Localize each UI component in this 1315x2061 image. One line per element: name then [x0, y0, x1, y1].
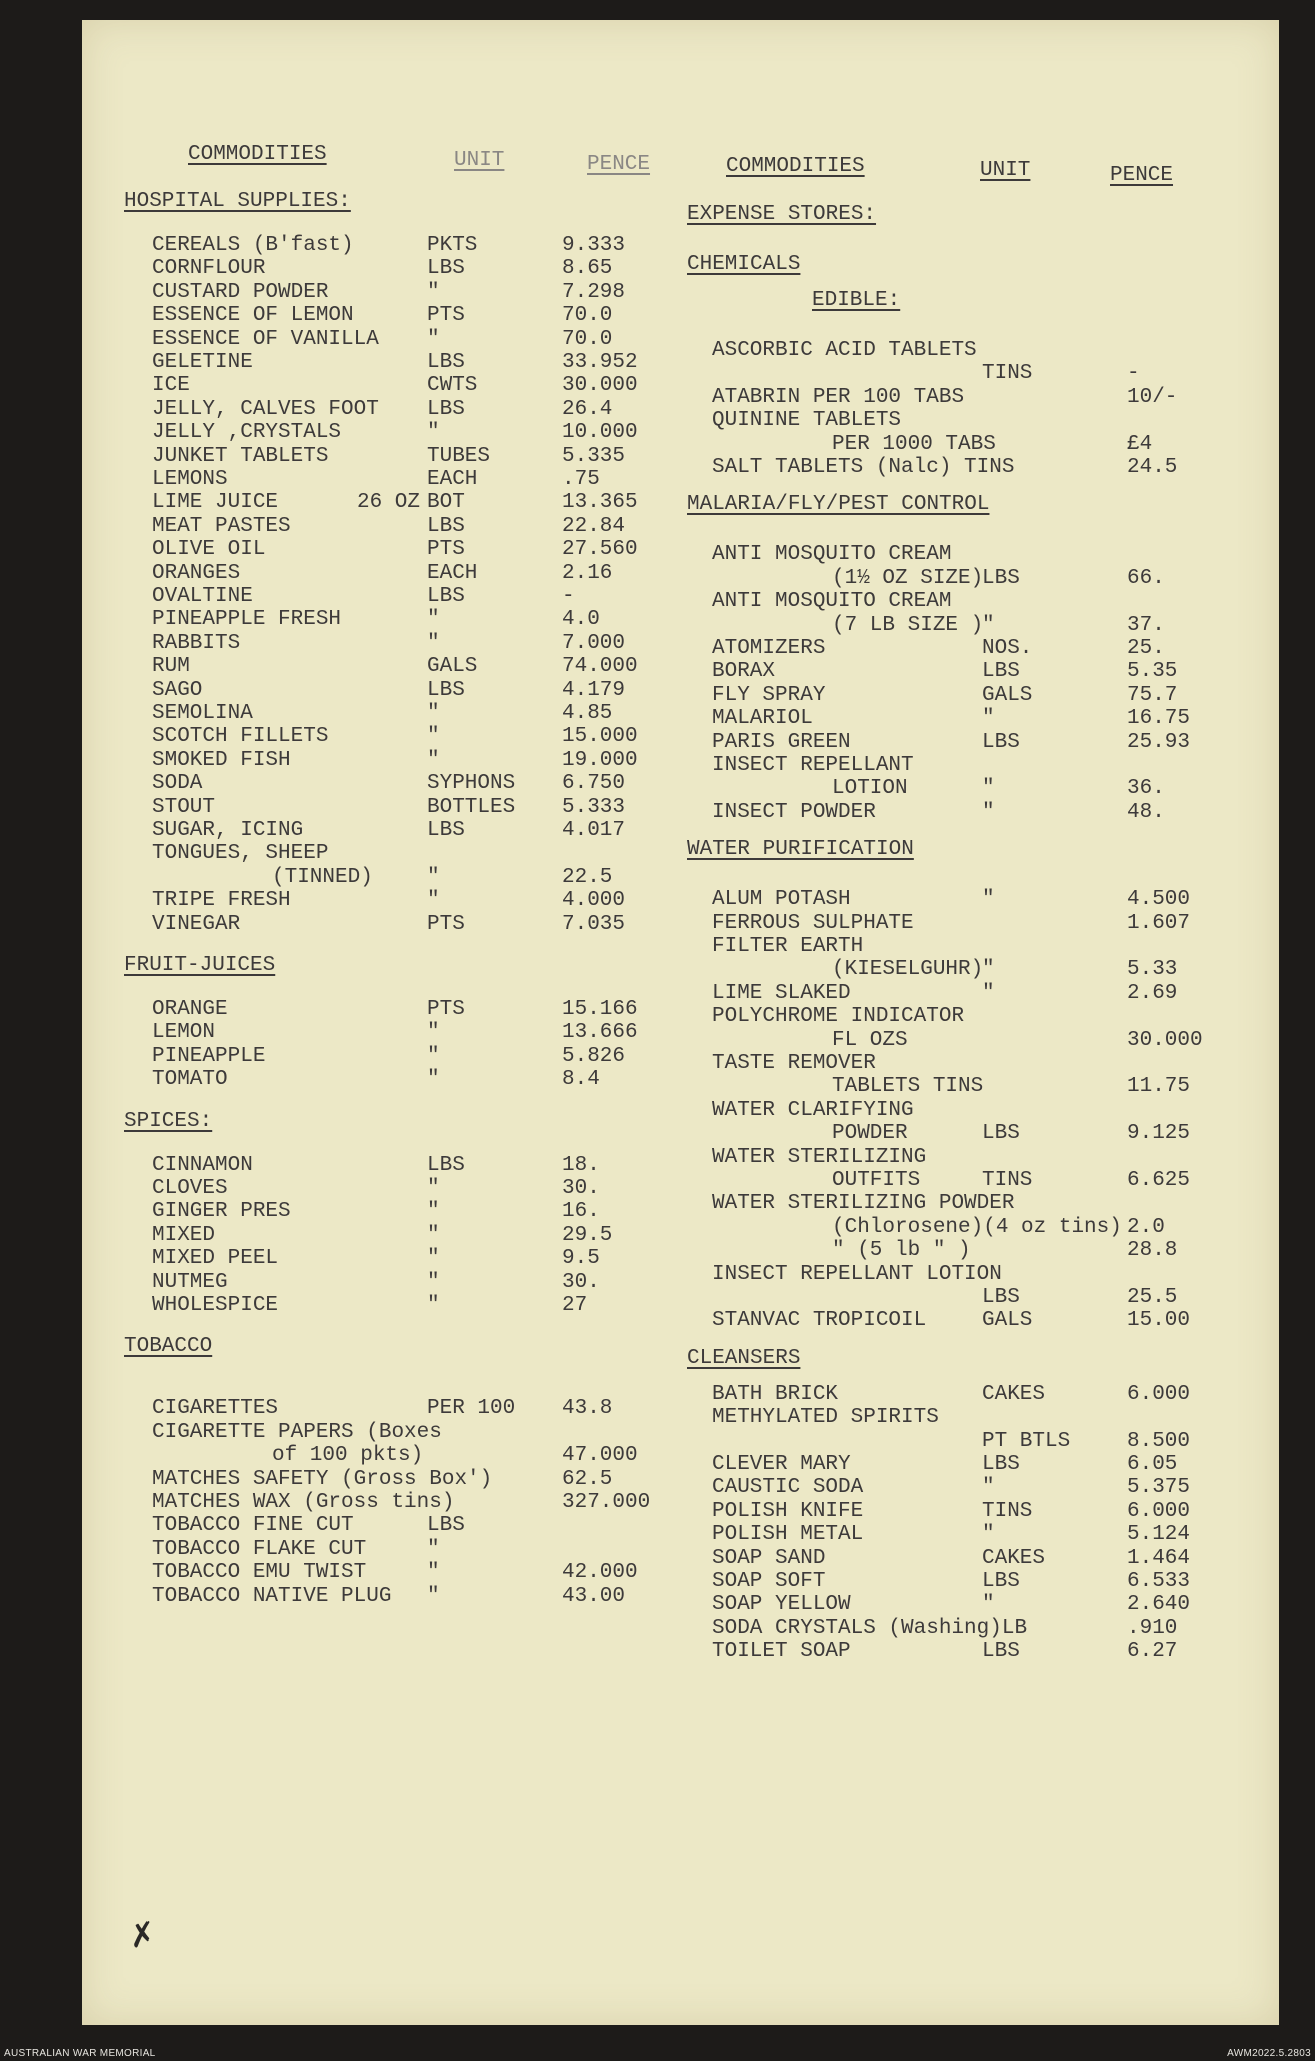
commodity-price-pence: 5.826 — [562, 1044, 626, 1068]
commodity-name: RUM — [152, 655, 190, 679]
commodity-unit: " — [982, 958, 995, 982]
commodity-price-pence: 42.000 — [562, 1561, 638, 1585]
commodity-name: LIME JUICE — [152, 491, 279, 515]
commodity-unit: " — [427, 1537, 440, 1561]
commodity-name: GELETINE — [152, 351, 253, 374]
commodity-unit: CAKES — [982, 1382, 1046, 1406]
section-heading: CHEMICALS — [687, 253, 801, 276]
commodity-name: FILTER EARTH — [712, 935, 864, 958]
commodity-unit: LBS — [982, 566, 1020, 590]
commodity-price-pence: - — [562, 585, 575, 608]
commodity-name: INSECT REPELLANT LOTION — [712, 1262, 1002, 1286]
commodity-unit: GALS — [982, 683, 1033, 707]
commodity-price-pence: 6.625 — [1127, 1169, 1191, 1192]
commodity-name: WHOLESPICE — [152, 1294, 279, 1317]
commodity-name: SODA — [152, 772, 203, 796]
commodity-name: SUGAR, ICING — [152, 819, 304, 842]
commodity-unit: " — [427, 1177, 440, 1200]
commodity-unit: LBS — [427, 678, 465, 702]
commodity-price-pence: 5.35 — [1127, 660, 1178, 684]
section-heading: EDIBLE: — [812, 289, 901, 312]
commodity-name: CAUSTIC SODA — [712, 1476, 864, 1500]
commodity-unit: GALS — [427, 655, 478, 679]
commodity-price-pence: 8.500 — [1127, 1429, 1191, 1453]
commodity-unit: EACH — [427, 468, 478, 491]
commodity-price-pence: 16.75 — [1127, 707, 1191, 731]
commodity-price-pence: 30. — [562, 1177, 600, 1200]
header-unit-right: UNIT — [980, 159, 1031, 182]
commodity-price-pence: 7.035 — [562, 912, 626, 936]
commodity-price-pence: 2.0 — [1127, 1215, 1165, 1239]
commodity-unit: " — [427, 1200, 440, 1224]
commodity-price-pence: 327.000 — [562, 1491, 651, 1514]
commodity-name: QUININE TABLETS — [712, 409, 902, 433]
commodity-unit: BOTTLES — [427, 795, 516, 819]
commodity-unit: " — [427, 608, 440, 632]
commodity-name: ATOMIZERS — [712, 637, 826, 660]
commodity-price-pence: 13.666 — [562, 1021, 638, 1045]
commodity-price-pence: 1.607 — [1127, 911, 1191, 935]
commodity-name: TOBACCO FLAKE CUT — [152, 1537, 367, 1561]
commodity-price-pence: 5.335 — [562, 444, 626, 468]
commodity-price-pence: 10.000 — [562, 421, 638, 445]
commodity-unit: TINS — [982, 362, 1033, 386]
commodity-name: PINEAPPLE FRESH — [152, 608, 342, 632]
commodity-price-pence: 13.365 — [562, 491, 638, 515]
commodity-unit: " — [427, 1247, 440, 1271]
commodity-unit: " — [982, 1593, 995, 1617]
commodity-unit: " — [427, 889, 440, 913]
commodity-name: SALT TABLETS (Nalc) TINS — [712, 456, 1015, 479]
commodity-price-pence: 27 — [562, 1294, 588, 1317]
commodity-price-pence: 36. — [1127, 777, 1165, 801]
commodity-name: TRIPE FRESH — [152, 889, 291, 913]
commodity-unit: " — [427, 1584, 440, 1608]
commodity-unit: BOT — [427, 491, 465, 515]
handwritten-mark: ✗ — [126, 1912, 159, 1961]
commodity-price-pence: 4.017 — [562, 819, 626, 842]
commodity-name: SOAP SOFT — [712, 1570, 826, 1593]
commodity-price-pence: 47.000 — [562, 1444, 638, 1468]
header-commodities-left: COMMODITIES — [188, 143, 327, 166]
commodity-name: CIGARETTE PAPERS (Boxes — [152, 1420, 442, 1444]
section-heading: EXPENSE STORES: — [687, 203, 877, 226]
commodity-name: JELLY, CALVES FOOT — [152, 397, 379, 421]
commodity-name: TOILET SOAP — [712, 1640, 851, 1664]
commodity-name: CIGARETTES — [152, 1397, 279, 1421]
commodity-price-pence: 6.750 — [562, 772, 626, 796]
commodity-unit: CWTS — [427, 374, 478, 398]
commodity-unit: " — [427, 280, 440, 304]
commodity-price-pence: 7.298 — [562, 280, 626, 304]
commodity-name: SCOTCH FILLETS — [152, 725, 329, 749]
commodity-unit: " — [427, 1044, 440, 1068]
commodity-unit: " — [427, 1068, 440, 1092]
commodity-name: SODA CRYSTALS (Washing)LB — [712, 1616, 1028, 1640]
commodity-unit: " — [982, 888, 995, 912]
commodity-price-pence: 6.000 — [1127, 1382, 1191, 1406]
commodity-unit: " — [982, 800, 995, 824]
commodity-unit: PER 100 — [427, 1397, 516, 1421]
commodity-price-pence: 30. — [562, 1270, 600, 1294]
commodity-name: JELLY ,CRYSTALS — [152, 421, 342, 445]
commodity-name: (TINNED) — [272, 865, 373, 889]
commodity-unit: PTS — [427, 538, 465, 562]
commodity-unit: LBS — [427, 819, 465, 842]
commodity-name: MEAT PASTES — [152, 514, 291, 538]
header-unit-left: UNIT — [454, 149, 505, 172]
commodity-name: CEREALS (B'fast) — [152, 234, 354, 257]
commodity-unit: CAKES — [982, 1546, 1046, 1570]
commodity-price-pence: 29.5 — [562, 1223, 613, 1247]
commodity-price-pence: 8.4 — [562, 1068, 600, 1092]
header-pence-left: PENCE — [587, 153, 651, 176]
commodity-price-pence: 19.000 — [562, 748, 638, 772]
commodity-name: OVALTINE — [152, 585, 253, 608]
commodity-price-pence: 15.00 — [1127, 1309, 1191, 1333]
commodity-price-pence: 2.16 — [562, 561, 613, 585]
commodity-unit: " — [982, 777, 995, 801]
commodity-name: METHYLATED SPIRITS — [712, 1406, 939, 1430]
commodity-price-pence: .910 — [1127, 1616, 1178, 1640]
commodity-unit: " — [427, 702, 440, 725]
commodity-unit: LBS — [427, 351, 465, 374]
header-commodities-right: COMMODITIES — [726, 155, 865, 178]
commodity-name: VINEGAR — [152, 912, 241, 936]
commodity-unit: LBS — [982, 1570, 1020, 1593]
commodity-price-pence: 25.93 — [1127, 730, 1191, 754]
commodity-unit: LBS — [427, 1153, 465, 1177]
commodity-unit: " — [427, 865, 440, 889]
commodity-unit: " — [427, 421, 440, 445]
commodity-unit: PT BTLS — [982, 1429, 1071, 1453]
commodity-unit: LBS — [982, 1640, 1020, 1664]
commodity-name: (7 LB SIZE ) — [832, 613, 984, 637]
commodity-price-pence: .75 — [562, 468, 600, 491]
commodity-name: NUTMEG — [152, 1270, 228, 1294]
commodity-unit: LBS — [982, 730, 1020, 754]
commodity-name: GINGER PRES — [152, 1200, 291, 1224]
section-heading: FRUIT-JUICES — [124, 954, 276, 977]
commodity-name: LOTION — [832, 777, 908, 801]
commodity-name: SAGO — [152, 678, 203, 702]
commodity-unit: PKTS — [427, 234, 478, 257]
commodity-name: TOBACCO NATIVE PLUG — [152, 1584, 392, 1608]
commodity-price-pence: 33.952 — [562, 351, 638, 374]
commodity-name: PER 1000 TABS — [832, 432, 996, 456]
commodity-unit: LBS — [427, 585, 465, 608]
commodity-price-pence: 9.333 — [562, 234, 626, 257]
commodity-price-pence: 43.8 — [562, 1397, 613, 1421]
commodity-name: STANVAC TROPICOIL — [712, 1309, 927, 1333]
commodity-price-pence: 5.124 — [1127, 1523, 1191, 1547]
commodity-name: CLEVER MARY — [712, 1453, 851, 1476]
commodity-unit: LBS — [982, 1286, 1020, 1309]
commodity-name: MIXED — [152, 1223, 216, 1247]
commodity-name: FL OZS — [832, 1028, 908, 1052]
commodity-price-pence: 7.000 — [562, 631, 626, 655]
commodity-unit: TINS — [982, 1169, 1033, 1192]
commodity-name: ESSENCE OF VANILLA — [152, 327, 379, 351]
commodity-price-pence: 22.5 — [562, 865, 613, 889]
commodity-unit: LBS — [982, 1122, 1020, 1146]
commodity-unit: " — [427, 725, 440, 749]
commodity-unit: " — [427, 748, 440, 772]
commodity-price-pence: 6.000 — [1127, 1499, 1191, 1523]
commodity-price-pence: 25.5 — [1127, 1286, 1178, 1309]
commodity-unit: LBS — [427, 1514, 465, 1538]
commodity-price-pence: 37. — [1127, 613, 1165, 637]
commodity-name: (1½ OZ SIZE) — [832, 566, 984, 590]
commodity-name: SOAP SAND — [712, 1546, 826, 1570]
commodity-name: CORNFLOUR — [152, 257, 266, 281]
commodity-name: BATH BRICK — [712, 1382, 839, 1406]
commodity-price-pence: 70.0 — [562, 304, 613, 328]
commodity-unit: " — [427, 1561, 440, 1585]
commodity-price-pence: 4.179 — [562, 678, 626, 702]
commodity-name: INSECT POWDER — [712, 800, 876, 824]
commodity-price-pence: 15.000 — [562, 725, 638, 749]
commodity-unit: " — [982, 613, 995, 637]
commodity-name: LEMON — [152, 1021, 216, 1045]
commodity-name: MALARIOL — [712, 707, 813, 731]
commodity-price-pence: 62.5 — [562, 1467, 613, 1491]
commodity-unit: PTS — [427, 912, 465, 936]
section-heading: MALARIA/FLY/PEST CONTROL — [687, 493, 990, 517]
commodity-price-pence: 6.05 — [1127, 1453, 1178, 1476]
commodity-unit: TINS — [982, 1499, 1033, 1523]
commodity-name: MIXED PEEL — [152, 1247, 279, 1271]
commodity-name: (KIESELGUHR) — [832, 958, 984, 982]
section-heading: HOSPITAL SUPPLIES: — [124, 190, 351, 213]
footer-accession-number: AWM2022.5.2803 — [1227, 2048, 1311, 2059]
commodity-price-pence: 4.85 — [562, 702, 613, 725]
commodity-name: ICE — [152, 374, 190, 398]
commodity-name: CLOVES — [152, 1177, 228, 1200]
section-heading: SPICES: — [124, 1109, 213, 1133]
commodity-unit: PTS — [427, 304, 465, 328]
commodity-price-pence: 5.33 — [1127, 958, 1178, 982]
commodity-price-pence: 11.75 — [1127, 1075, 1191, 1099]
section-heading: WATER PURIFICATION — [687, 838, 914, 862]
commodity-name: PINEAPPLE — [152, 1044, 266, 1068]
commodity-name: TASTE REMOVER — [712, 1052, 876, 1075]
commodity-price-pence: 4.500 — [1127, 888, 1191, 912]
commodity-price-pence: 15.166 — [562, 998, 638, 1021]
commodity-name: SMOKED FISH — [152, 748, 291, 772]
commodity-name: SEMOLINA — [152, 702, 253, 725]
commodity-price-pence: 9.5 — [562, 1247, 600, 1271]
commodity-unit: " — [982, 707, 995, 731]
commodity-name: ATABRIN PER 100 TABS — [712, 385, 965, 409]
commodity-price-pence: 16. — [562, 1200, 600, 1224]
commodity-name: FERROUS SULPHATE — [712, 911, 914, 935]
commodity-unit: " — [427, 1021, 440, 1045]
commodity-price-pence: 27.560 — [562, 538, 638, 562]
commodity-name: TOBACCO EMU TWIST — [152, 1561, 367, 1585]
commodity-price-pence: 66. — [1127, 566, 1165, 590]
commodity-name: ASCORBIC ACID TABLETS — [712, 339, 977, 362]
section-heading: TOBACCO — [124, 1335, 213, 1359]
commodity-price-pence: 25. — [1127, 637, 1165, 660]
commodity-unit: " — [982, 1523, 995, 1547]
commodity-name: LEMONS — [152, 468, 228, 491]
section-heading: CLEANSERS — [687, 1346, 801, 1370]
commodity-name: TOMATO — [152, 1068, 228, 1092]
commodity-price-pence: 22.84 — [562, 514, 626, 538]
commodity-name: (Chlorosene)(4 oz tins) — [832, 1215, 1122, 1239]
commodity-price-pence: 9.125 — [1127, 1122, 1191, 1146]
commodity-name: STOUT — [152, 795, 216, 819]
commodity-price-pence: 26.4 — [562, 397, 613, 421]
commodity-name: ORANGES — [152, 561, 241, 585]
commodity-name: PARIS GREEN — [712, 730, 851, 754]
commodity-price-pence: 30.000 — [1127, 1028, 1203, 1052]
commodity-unit: " — [427, 631, 440, 655]
commodity-price-pence: - — [1127, 362, 1140, 386]
commodity-name: CUSTARD POWDER — [152, 280, 329, 304]
commodity-price-pence: 6.533 — [1127, 1570, 1191, 1593]
commodity-name: ANTI MOSQUITO CREAM — [712, 543, 952, 567]
commodity-price-pence: 18. — [562, 1153, 600, 1177]
commodity-unit: " — [427, 1270, 440, 1294]
commodity-price-pence: 8.65 — [562, 257, 613, 281]
commodity-name: FLY SPRAY — [712, 683, 826, 707]
commodity-name: POLISH KNIFE — [712, 1499, 864, 1523]
typed-document-sheet — [82, 20, 1279, 2025]
commodity-price-pence: 28.8 — [1127, 1239, 1178, 1263]
commodity-unit: " — [427, 1223, 440, 1247]
commodity-unit: LBS — [982, 660, 1020, 684]
commodity-name: CINNAMON — [152, 1153, 253, 1177]
footer-institution: AUSTRALIAN WAR MEMORIAL — [4, 2048, 156, 2059]
commodity-unit: " — [982, 1476, 995, 1500]
commodity-unit: " — [427, 327, 440, 351]
commodity-price-pence: 4.0 — [562, 608, 600, 632]
commodity-size: 26 OZ — [357, 491, 421, 515]
commodity-unit: " — [427, 1294, 440, 1317]
commodity-name: WATER STERILIZING POWDER — [712, 1192, 1015, 1216]
commodity-name: POLISH METAL — [712, 1523, 864, 1547]
commodity-price-pence: 5.375 — [1127, 1476, 1191, 1500]
commodity-name: BORAX — [712, 660, 776, 684]
commodity-price-pence: 30.000 — [562, 374, 638, 398]
commodity-name: TONGUES, SHEEP — [152, 842, 329, 866]
commodity-price-pence: 75.7 — [1127, 683, 1178, 707]
commodity-name: ORANGE — [152, 998, 228, 1021]
commodity-price-pence: 2.640 — [1127, 1593, 1191, 1617]
commodity-name: POWDER — [832, 1122, 908, 1146]
header-pence-right: PENCE — [1110, 164, 1174, 187]
commodity-name: OUTFITS — [832, 1169, 921, 1192]
commodity-unit: TUBES — [427, 444, 491, 468]
commodity-price-pence: 70.0 — [562, 327, 613, 351]
commodity-name: TABLETS TINS — [832, 1075, 984, 1099]
commodity-name: of 100 pkts) — [272, 1444, 424, 1468]
commodity-unit: NOS. — [982, 637, 1033, 660]
commodity-unit: LBS — [427, 257, 465, 281]
commodity-unit: GALS — [982, 1309, 1033, 1333]
commodity-price-pence: 48. — [1127, 800, 1165, 824]
commodity-name: SOAP YELLOW — [712, 1593, 851, 1617]
commodity-unit: LBS — [427, 514, 465, 538]
commodity-price-pence: 6.27 — [1127, 1640, 1178, 1664]
commodity-unit: LBS — [982, 1453, 1020, 1476]
commodity-unit: LBS — [427, 397, 465, 421]
commodity-name: OLIVE OIL — [152, 538, 266, 562]
commodity-price-pence: 43.00 — [562, 1584, 626, 1608]
commodity-name: MATCHES SAFETY (Gross Box') — [152, 1467, 493, 1491]
commodity-name: LIME SLAKED — [712, 981, 851, 1005]
commodity-name: POLYCHROME INDICATOR — [712, 1005, 965, 1029]
commodity-price-pence: 74.000 — [562, 655, 638, 679]
commodity-name: ESSENCE OF LEMON — [152, 304, 354, 328]
commodity-name: WATER STERILIZING — [712, 1145, 927, 1169]
commodity-price-pence: 24.5 — [1127, 456, 1178, 479]
commodity-unit: EACH — [427, 561, 478, 585]
commodity-price-pence: 2.69 — [1127, 981, 1178, 1005]
commodity-unit: SYPHONS — [427, 772, 516, 796]
commodity-name: JUNKET TABLETS — [152, 444, 329, 468]
commodity-name: ALUM POTASH — [712, 888, 851, 912]
commodity-unit: " — [982, 981, 995, 1005]
commodity-name: MATCHES WAX (Gross tins) — [152, 1491, 455, 1514]
commodity-name: INSECT REPELLANT — [712, 754, 914, 777]
commodity-unit: PTS — [427, 998, 465, 1021]
commodity-price-pence: 1.464 — [1127, 1546, 1191, 1570]
commodity-name: " (5 lb " ) — [832, 1239, 971, 1263]
commodity-price-pence: £4 — [1127, 432, 1153, 456]
commodity-price-pence: 4.000 — [562, 889, 626, 913]
commodity-price-pence: 5.333 — [562, 795, 626, 819]
commodity-name: TOBACCO FINE CUT — [152, 1514, 354, 1538]
commodity-name: RABBITS — [152, 631, 241, 655]
commodity-price-pence: 10/- — [1127, 385, 1178, 409]
commodity-name: ANTI MOSQUITO CREAM — [712, 590, 952, 614]
commodity-name: WATER CLARIFYING — [712, 1098, 914, 1122]
